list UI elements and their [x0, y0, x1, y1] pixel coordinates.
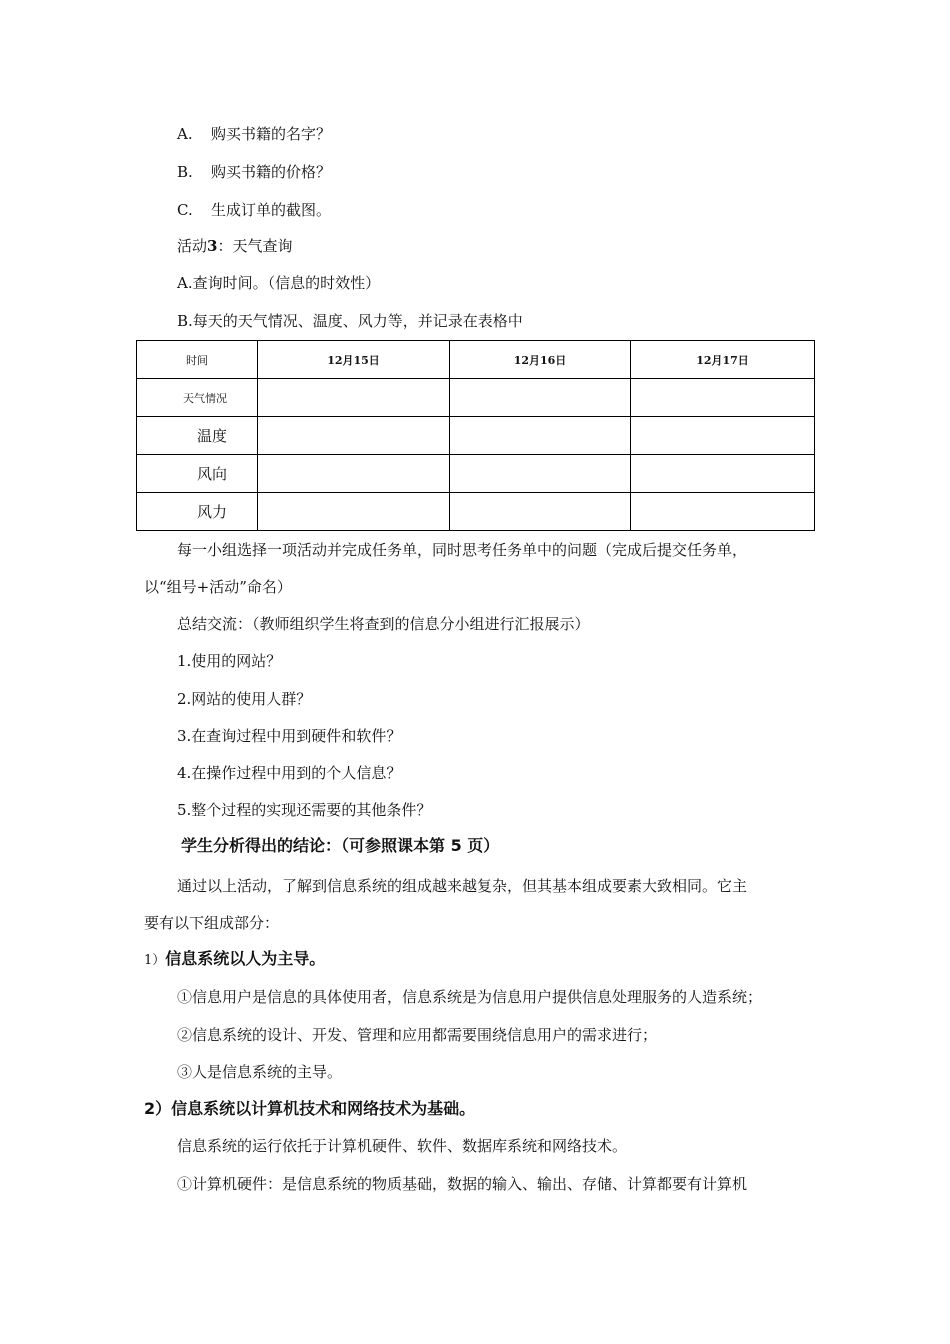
table-cell[interactable] [450, 417, 631, 455]
point1-item-c: ③人是信息系统的主导。 [177, 1063, 343, 1081]
point2-heading: 2）信息系统以计算机技术和网络技术为基础。 [144, 1099, 476, 1118]
option-text: 生成订单的截图。 [211, 201, 332, 219]
table-cell[interactable] [631, 493, 815, 531]
table-cell[interactable] [631, 455, 815, 493]
table-cell[interactable] [258, 379, 450, 417]
table-header-cell: 12月15日 [258, 341, 450, 379]
table-header-cell: 12月16日 [450, 341, 631, 379]
point1-item-a: ①信息用户是信息的具体使用者，信息系统是为信息用户提供信息处理服务的人造系统； [177, 988, 763, 1006]
option-text: 购买书籍的价格？ [211, 163, 332, 181]
table-row [137, 417, 815, 455]
row-label: 天气情况 [137, 379, 258, 417]
option-b [177, 162, 331, 182]
table-header-cell: 时间 [137, 341, 258, 379]
activity3-item-a: A.查询时间。（信息的时效性） [177, 274, 381, 292]
option-letter: A. [177, 125, 193, 143]
task-paragraph-line2: 以“组号+活动”命名） [144, 578, 292, 596]
point1-heading: 信息系统以人为主导。 [165, 949, 326, 968]
intro-line2: 要有以下组成部分： [144, 914, 280, 932]
table-row [137, 493, 815, 531]
activity3-title [177, 236, 292, 256]
table-cell[interactable] [258, 455, 450, 493]
table-row [137, 379, 815, 417]
question-1: 1.使用的网站？ [177, 652, 282, 670]
table-cell[interactable] [450, 379, 631, 417]
option-text: 购买书籍的名字？ [211, 125, 332, 143]
question-3: 3.在查询过程中用到硬件和软件？ [177, 727, 402, 745]
row-label: 温度 [137, 417, 258, 455]
table-row [137, 455, 815, 493]
point2-intro: 信息系统的运行依托于计算机硬件、软件、数据库系统和网络技术。 [177, 1137, 628, 1155]
question-4: 4.在操作过程中用到的个人信息？ [177, 764, 402, 782]
table-cell[interactable] [450, 493, 631, 531]
row-label: 风力 [137, 493, 258, 531]
point1-item-b: ②信息系统的设计、开发、管理和应用都需要围绕信息用户的需求进行； [177, 1026, 658, 1044]
activity-prefix: 活动 [177, 237, 208, 255]
row-label: 风向 [137, 455, 258, 493]
table-header-row [137, 341, 815, 379]
table-cell[interactable] [631, 379, 815, 417]
question-5: 5.整个过程的实现还需要的其他条件？ [177, 801, 432, 819]
table-cell[interactable] [631, 417, 815, 455]
summary-paragraph: 总结交流：（教师组织学生将查到的信息分小组进行汇报展示） [177, 615, 590, 633]
intro-line1: 通过以上活动，了解到信息系统的组成越来越复杂，但其基本组成要素大致相同。它主 [177, 877, 748, 895]
option-letter: C. [177, 201, 193, 219]
table-header-cell: 12月17日 [631, 341, 815, 379]
activity-number: 3 [207, 237, 218, 255]
table-cell[interactable] [258, 493, 450, 531]
table-cell[interactable] [450, 455, 631, 493]
activity-name: ：天气查询 [217, 237, 293, 255]
question-2: 2.网站的使用人群？ [177, 690, 312, 708]
activity3-item-b: B.每天的天气情况、温度、风力等，并记录在表格中 [177, 312, 523, 330]
option-c [177, 200, 331, 220]
option-letter: B. [177, 163, 193, 181]
point1-number: 1） [144, 953, 166, 968]
conclusion-heading: 学生分析得出的结论：（可参照课本第 5 页） [181, 836, 500, 855]
option-a [177, 124, 331, 144]
table-cell[interactable] [258, 417, 450, 455]
point2-item-a: ①计算机硬件：是信息系统的物质基础，数据的输入、输出、存储、计算都要有计算机 [177, 1175, 748, 1193]
weather-table [136, 340, 815, 531]
point1-heading-line [144, 949, 325, 971]
task-paragraph-line1: 每一小组选择一项活动并完成任务单，同时思考任务单中的问题（完成后提交任务单， [177, 541, 748, 559]
